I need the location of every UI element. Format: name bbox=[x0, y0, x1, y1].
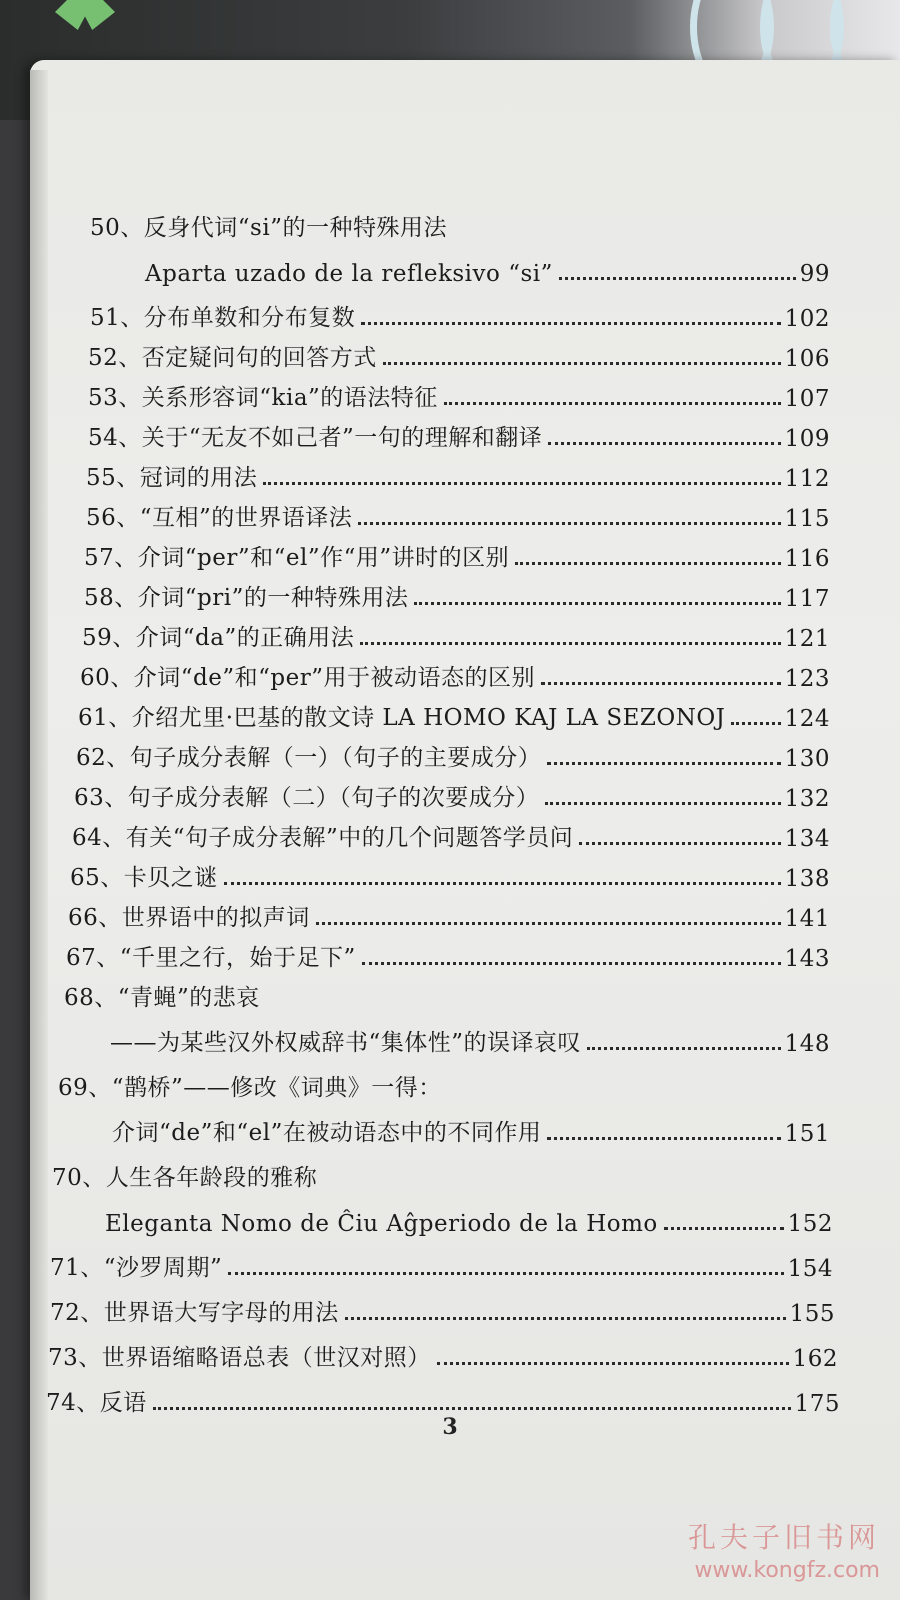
leader-dots bbox=[587, 1047, 781, 1050]
leader-dots bbox=[362, 962, 781, 965]
toc-entry bbox=[70, 856, 830, 892]
entry-page: 99 bbox=[799, 261, 830, 287]
watermark bbox=[620, 1516, 880, 1583]
entry-page: 143 bbox=[784, 946, 830, 972]
entry-number: 71、 bbox=[50, 1255, 104, 1281]
leader-dots bbox=[547, 1137, 780, 1140]
toc-entry bbox=[66, 936, 830, 972]
entry-page: 117 bbox=[784, 586, 830, 612]
entry-number: 50、 bbox=[90, 215, 144, 241]
leader-dots bbox=[664, 1227, 784, 1230]
toc-entry bbox=[90, 296, 830, 332]
entry-page: 154 bbox=[787, 1256, 833, 1282]
toc-entry bbox=[74, 776, 830, 812]
entry-number: 70、 bbox=[52, 1165, 106, 1191]
entry-page: 148 bbox=[784, 1031, 830, 1057]
entry-title: 介词“de”和“per”用于被动语态的区别 bbox=[133, 665, 535, 691]
leader-dots bbox=[358, 522, 780, 525]
entry-title: 世界语缩略语总表（世汉对照） bbox=[101, 1345, 431, 1371]
entry-page: 152 bbox=[787, 1211, 833, 1237]
leader-dots bbox=[361, 322, 780, 325]
toc-entry bbox=[50, 1246, 833, 1282]
leader-dots bbox=[224, 882, 781, 885]
entry-title: “青蝇”的悲哀 bbox=[117, 985, 260, 1011]
entry-number: 51、 bbox=[90, 305, 144, 331]
entry-page: 130 bbox=[784, 746, 830, 772]
entry-number: 64、 bbox=[72, 825, 126, 851]
entry-title: 介词“de”和“el”在被动语态中的不同作用 bbox=[112, 1120, 542, 1146]
entry-title: Eleganta Nomo de Ĉiu Aĝperiodo de la Homo bbox=[105, 1211, 658, 1237]
toc-entry bbox=[110, 1021, 830, 1057]
entry-title: 否定疑问句的回答方式 bbox=[141, 345, 377, 371]
entry-title: ——为某些汉外权威辞书“集体性”的误译哀叹 bbox=[110, 1030, 582, 1056]
entry-number: 63、 bbox=[74, 785, 128, 811]
entry-number: 53、 bbox=[88, 385, 142, 411]
toc-entry bbox=[64, 976, 830, 1012]
entry-number: 54、 bbox=[88, 425, 142, 451]
entry-page: 107 bbox=[784, 386, 830, 412]
toc-entry bbox=[90, 206, 830, 242]
entry-number: 60、 bbox=[80, 665, 134, 691]
entry-page: 106 bbox=[784, 346, 830, 372]
leader-dots bbox=[559, 277, 796, 280]
entry-number: 52、 bbox=[88, 345, 142, 371]
leader-dots bbox=[437, 1362, 789, 1365]
leader-dots bbox=[541, 682, 781, 685]
toc-entry bbox=[46, 1381, 840, 1417]
entry-number: 55、 bbox=[86, 465, 140, 491]
toc-entry bbox=[86, 496, 830, 532]
entry-number: 66、 bbox=[68, 905, 122, 931]
entry-number: 65、 bbox=[70, 865, 124, 891]
entry-page: 102 bbox=[784, 306, 830, 332]
leader-dots bbox=[383, 362, 781, 365]
leader-dots bbox=[579, 842, 780, 845]
toc-entry bbox=[88, 416, 830, 452]
leader-dots bbox=[444, 402, 781, 405]
entry-title: 关系形容词“kia”的语法特征 bbox=[141, 385, 438, 411]
entry-page: 132 bbox=[784, 786, 830, 812]
entry-number: 67、 bbox=[66, 945, 120, 971]
toc-entry bbox=[86, 456, 830, 492]
entry-title: “千里之行，始于足下” bbox=[119, 945, 356, 971]
entry-page: 121 bbox=[784, 626, 830, 652]
entry-page: 141 bbox=[784, 906, 830, 932]
entry-title: 人生各年龄段的雅称 bbox=[105, 1165, 318, 1191]
entry-number: 56、 bbox=[86, 505, 140, 531]
toc-entry bbox=[76, 736, 830, 772]
entry-number: 73、 bbox=[48, 1345, 102, 1371]
toc-entry bbox=[50, 1291, 835, 1327]
toc-entry bbox=[88, 376, 830, 412]
entry-title: “互相”的世界语译法 bbox=[139, 505, 353, 531]
entry-title: 反身代词“si”的一种特殊用法 bbox=[143, 215, 447, 241]
leader-dots bbox=[153, 1407, 791, 1410]
entry-title: 句子成分表解（一）（句子的主要成分） bbox=[129, 745, 542, 771]
toc-entry bbox=[82, 616, 830, 652]
entry-number: 74、 bbox=[46, 1390, 100, 1416]
toc-entry bbox=[72, 816, 830, 852]
toc-entry bbox=[84, 576, 830, 612]
leader-dots bbox=[263, 482, 780, 485]
entry-page: 116 bbox=[784, 546, 830, 572]
entry-title: 关于“无友不如己者”一句的理解和翻译 bbox=[141, 425, 543, 451]
entry-title: 冠词的用法 bbox=[139, 465, 258, 491]
toc-entry bbox=[105, 1201, 833, 1237]
toc-entry bbox=[80, 656, 830, 692]
leader-dots bbox=[414, 602, 780, 605]
leader-dots bbox=[545, 802, 780, 805]
entry-title: 世界语中的拟声词 bbox=[121, 905, 310, 931]
toc-entry bbox=[78, 696, 830, 732]
watermark-url: www.kongfz.com bbox=[694, 1558, 880, 1583]
toc-entry bbox=[84, 536, 830, 572]
entry-title: Aparta uzado de la refleksivo “si” bbox=[145, 261, 553, 287]
entry-title: “沙罗周期” bbox=[103, 1255, 223, 1281]
entry-number: 59、 bbox=[82, 625, 136, 651]
leader-dots bbox=[360, 642, 780, 645]
entry-page: 134 bbox=[784, 826, 830, 852]
leader-dots bbox=[515, 562, 780, 565]
entry-title: 句子成分表解（二）（句子的次要成分） bbox=[127, 785, 540, 811]
entry-title: 分布单数和分布复数 bbox=[143, 305, 356, 331]
leader-dots bbox=[228, 1272, 783, 1275]
toc-entry bbox=[112, 1111, 830, 1147]
toc-entry bbox=[58, 1066, 830, 1102]
entry-number: 72、 bbox=[50, 1300, 104, 1326]
entry-title: 介绍尤里·巴基的散文诗 LA HOMO KAJ LA SEZONOJ bbox=[131, 705, 726, 731]
entry-title: 卡贝之谜 bbox=[123, 865, 218, 891]
entry-title: 有关“句子成分表解”中的几个问题答学员问 bbox=[125, 825, 574, 851]
entry-page: 138 bbox=[784, 866, 830, 892]
leader-dots bbox=[548, 442, 780, 445]
toc-entry bbox=[145, 251, 830, 287]
entry-page: 123 bbox=[784, 666, 830, 692]
entry-page: 151 bbox=[784, 1121, 830, 1147]
entry-title: 介词“per”和“el”作“用”讲时的区别 bbox=[137, 545, 510, 571]
toc-entry bbox=[52, 1156, 830, 1192]
leader-dots bbox=[731, 722, 780, 725]
toc-entry bbox=[48, 1336, 838, 1372]
leader-dots bbox=[547, 762, 780, 765]
entry-title: 反语 bbox=[99, 1390, 147, 1416]
entry-page: 112 bbox=[784, 466, 830, 492]
entry-page: 109 bbox=[784, 426, 830, 452]
entry-number: 68、 bbox=[64, 985, 118, 1011]
entry-page: 162 bbox=[792, 1346, 838, 1372]
watermark-name: 孔夫子旧书网 bbox=[687, 1521, 880, 1554]
leader-dots bbox=[316, 922, 781, 925]
entry-number: 69、 bbox=[58, 1075, 112, 1101]
page-number: 3 bbox=[442, 1414, 458, 1440]
toc-entry bbox=[88, 336, 830, 372]
toc-entry bbox=[68, 896, 830, 932]
entry-number: 57、 bbox=[84, 545, 138, 571]
entry-page: 155 bbox=[789, 1301, 835, 1327]
leader-dots bbox=[345, 1317, 786, 1320]
entry-number: 62、 bbox=[76, 745, 130, 771]
entry-title: 介词“pri”的一种特殊用法 bbox=[137, 585, 409, 611]
entry-title: “鹊桥”——修改《词典》一得： bbox=[111, 1075, 442, 1101]
entry-page: 124 bbox=[784, 706, 830, 732]
entry-number: 58、 bbox=[84, 585, 138, 611]
entry-number: 61、 bbox=[78, 705, 132, 731]
entry-page: 115 bbox=[784, 506, 830, 532]
entry-title: 世界语大写字母的用法 bbox=[103, 1300, 339, 1326]
entry-title: 介词“da”的正确用法 bbox=[135, 625, 355, 651]
entry-page: 175 bbox=[794, 1391, 840, 1417]
